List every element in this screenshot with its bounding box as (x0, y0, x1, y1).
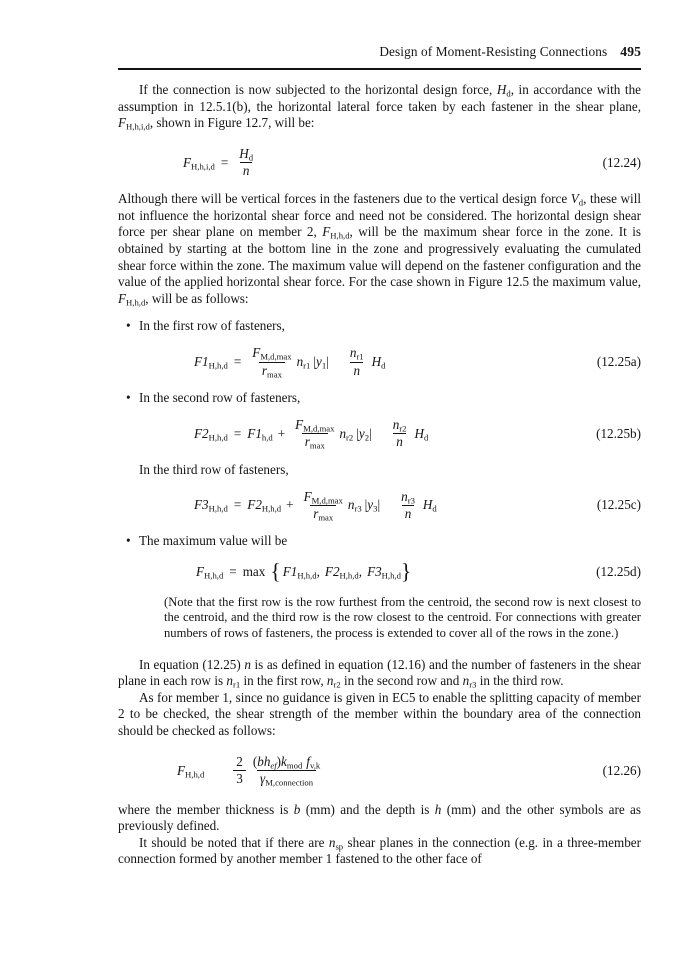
eq25a-ratio-fraction (347, 346, 367, 377)
eq25d-t3-index: 3 (375, 563, 382, 579)
eq1224-lhs-var: F (183, 154, 192, 170)
eq25a-moment-fraction (249, 346, 294, 377)
eq25b-prev-index: 1 (255, 425, 262, 441)
eq25b-tail-sub: d (423, 431, 429, 442)
eq1226-gamma-var: γ (260, 771, 266, 787)
eq25a-f1-den-sub: max (267, 368, 282, 379)
eq25b-ratio-fraction (390, 418, 410, 449)
p1-seg-c: , shown in Figure 12.7, will be: (149, 115, 315, 131)
eq25a-f2-den-var: n (353, 362, 361, 378)
eq1226-lhs-sub: H,h,d (185, 768, 205, 779)
paragraph-equation-definitions (118, 657, 641, 690)
bullet-dot-icon-3: • (126, 533, 131, 549)
eq25c-plus: + (286, 497, 294, 513)
equation-12-25d (118, 558, 641, 586)
eq25d-t2-index: 2 (332, 563, 340, 579)
paragraph-member-2-shear: As for member 1, since no guidance is given in EC5 to enable the splitting capacity of member 2 to be checked, the shear strength of the member within the boundary area of the connection should be checked as follows: (118, 689, 641, 738)
p3-seg-b: is as defined in equation (12.16) and the number of fasteners in the shear plane in each row is (118, 656, 641, 689)
eq25c-prev-sub: H,h,d (261, 503, 282, 514)
eq25c-f2-den-var: n (404, 505, 412, 521)
eq25b-y-var: y (358, 425, 365, 441)
eq25d-t3-F: F (367, 563, 376, 579)
eq25c-lhs-F: F (194, 497, 203, 513)
eq25c-prev-F: F (247, 497, 256, 513)
var-F: F (118, 115, 127, 131)
var-H: H (496, 82, 507, 97)
page-number: 495 (620, 44, 641, 59)
running-head (118, 44, 641, 60)
eq25c-f1-num-sub: M,d,max (311, 494, 343, 505)
eq25c-tail-sub: d (432, 503, 437, 514)
eq1226-denominator-3: 3 (236, 771, 243, 787)
eq25c-y-sub: 3 (373, 503, 378, 514)
eq1226-strength-fraction (250, 755, 323, 786)
eq25a-nr-sub: r1 (303, 360, 311, 371)
p3-seg-a: In equation (12.25) (139, 656, 245, 672)
list-item-first-row-label: In the first row of fasteners, (139, 318, 285, 334)
equation-number-12-25c: (12.25c) (596, 497, 641, 513)
var-h: h (434, 801, 442, 817)
eq25d-t2-sub: H,h,d (339, 570, 359, 581)
p1-seg-b: , in accordance with the assumption in 12.5.1(b), the horizontal lateral force taken by each fastener in the shear plane, (118, 82, 641, 114)
eq25c-prev-index: 2 (255, 497, 262, 513)
eq25d-equals: = (229, 563, 237, 579)
p6-seg-b: shear planes in the connection (e.g. in a three-member connection formed by another member 1 fastened to the other face of (118, 834, 641, 867)
eq25b-f2-num-sub: r2 (399, 423, 407, 434)
eq25d-t3-sub: H,h,d (381, 570, 401, 581)
eq25c-f1-num-var: F (303, 488, 312, 504)
equation-12-25c (118, 485, 641, 525)
eq25b-prev-sub: h,d (261, 431, 273, 442)
eq25c-nr-sub: r3 (354, 503, 362, 514)
list-item-third-row (118, 462, 641, 479)
p1-seg-a: If the connection is now subjected to the horizontal design force, (139, 82, 497, 97)
eq1224-fraction (236, 147, 256, 178)
p2-seg-b: , these will not influence the horizontal shear force and need not be considered. The horizontal design shear force per shear plane on member 2, (118, 191, 641, 240)
eq25b-y-sub: 2 (364, 431, 370, 442)
eq25c-abs-close: | (377, 497, 381, 513)
eq25a-abs-open: | (313, 354, 317, 370)
eq25b-moment-fraction (292, 418, 337, 449)
var-n: n (244, 656, 251, 672)
eq1226-f-var: f (306, 753, 310, 769)
eq25a-tail-sub: d (381, 360, 386, 371)
eq25c-equals: = (233, 497, 242, 513)
eq25b-f1-den-var: r (304, 434, 310, 450)
eq25b-equals: = (233, 425, 242, 441)
eq25b-abs-open: | (356, 425, 359, 441)
sub-Hhid: H,h,i,d (126, 121, 150, 132)
p5-seg-b: (mm) and the depth is (300, 801, 435, 817)
eq25a-lhs-F: F (194, 354, 203, 370)
eq25b-f1-den-sub: max (309, 440, 325, 451)
eq1224-equals: = (220, 154, 229, 170)
eq25c-lhs-index: 3 (202, 497, 209, 513)
eq25d-comma-2: , (358, 563, 363, 579)
eq25c-f2-num-sub: r3 (407, 494, 415, 505)
eq1226-gamma-sub: M,connection (265, 777, 314, 788)
eq1226-two-thirds (233, 755, 246, 786)
list-item-second-row-label: In the second row of fasteners, (139, 390, 301, 406)
eq25d-t2-F: F (324, 563, 333, 579)
eq25d-comma-1: , (316, 563, 320, 579)
var-V: V (570, 191, 579, 207)
equation-12-26 (118, 750, 641, 792)
eq25c-moment-fraction (301, 490, 346, 521)
eq25b-plus: + (277, 425, 286, 441)
p2-seg-c: , will be the maximum shear force in the zone. It is obtained by starting at the bottom line in the zone and progressively evaluating the cumulated shear force within the zone. The maximum value will depend on the fastener configuration and the value of the applied horizontal shear force. For the case shown in Figure 12.5 the maximum value, (118, 224, 642, 290)
eq25d-t1-sub: H,h,d (297, 570, 317, 581)
eq25b-nr-var: n (339, 425, 347, 441)
p5-seg-c: (mm) and the other symbols are as previously defined. (118, 801, 642, 834)
body-column (118, 82, 641, 868)
eq1226-paren-open: ( (252, 753, 258, 769)
eq25a-f1-den-var: r (261, 362, 268, 378)
eq25d-t1-index: 1 (290, 563, 298, 579)
eq25c-f1-den-var: r (313, 505, 319, 521)
eq25a-f2-num-sub: r1 (356, 351, 364, 362)
equation-12-25b (118, 414, 641, 454)
list-item-third-row-label: In the third row of fasteners, (139, 461, 289, 477)
p3-seg-d: in the second row and (340, 673, 463, 689)
paragraph-intro (118, 82, 641, 132)
eq25a-f1-num-sub: M,d,max (260, 351, 292, 362)
eq25a-tail-var: H (371, 354, 382, 370)
eq1224-num-var: H (239, 146, 249, 162)
p2-seg-d: , will be as follows: (145, 290, 249, 306)
parenthetical-note: (Note that the first row is the row furthest from the centroid, the second row is next closest to the centroid, and the third row is the row closest to the centroid. For connections with greater numbers of rows of fasteners, the process is extended to cover all of the rows in the zone.) (164, 594, 641, 640)
eq25c-f1-den-sub: max (318, 511, 334, 522)
eq25b-lhs-sub: H,h,d (208, 431, 228, 442)
eq25a-nr-var: n (296, 354, 304, 370)
eq25d-lhs-sub: H,h,d (204, 570, 224, 581)
running-head-title: Design of Moment-Resisting Connections (379, 44, 608, 59)
sub-r1: r1 (232, 679, 241, 690)
sub-r3: r3 (469, 679, 477, 690)
list-item-maximum-value-label: The maximum value will be (139, 533, 288, 549)
var-b: b (293, 801, 301, 817)
sub-sp: sp (335, 841, 344, 851)
p5-seg-a: where the member thickness is (118, 801, 294, 817)
p2-seg-a: Although there will be vertical forces in the fasteners due to the vertical design force (118, 191, 571, 207)
eq25d-t1-F: F (282, 563, 291, 579)
sub-d-2: d (578, 197, 584, 208)
header-rule (118, 68, 641, 70)
equation-number-12-25a: (12.25a) (596, 354, 641, 370)
eq25d-brace-close: } (400, 559, 412, 584)
var-nr3: n (462, 673, 470, 689)
equation-number-12-25b: (12.25b) (596, 425, 641, 441)
eq25a-f1-num-var: F (252, 345, 261, 361)
eq1226-numerator-2: 2 (236, 753, 243, 769)
sub-Hhd-2: H,h,d (126, 297, 146, 308)
var-nsp: n (328, 834, 336, 850)
eq25d-brace-open: { (270, 559, 281, 584)
eq25b-f2-num-var: n (392, 416, 400, 432)
eq25a-f2-num-var: n (349, 345, 357, 361)
eq25b-f2-den-var: n (396, 434, 403, 450)
list-item-first-row (118, 318, 641, 335)
eq1224-lhs-sub: H,h,i,d (191, 161, 215, 172)
eq1226-h-sub: ef (270, 760, 277, 771)
eq25d-max-label: max (242, 563, 266, 579)
bullet-dot-icon: • (126, 318, 131, 334)
equation-number-12-24: (12.24) (602, 154, 641, 170)
eq1226-k-sub: mod (286, 760, 303, 771)
p3-seg-e: in the third row. (476, 673, 564, 689)
equation-number-12-26: (12.26) (602, 762, 641, 778)
eq25c-lhs-sub: H,h,d (208, 503, 228, 514)
equation-number-12-25d: (12.25d) (596, 563, 641, 579)
eq25c-f2-num-var: n (401, 488, 408, 504)
paragraph-symbol-definitions (118, 802, 641, 835)
eq25a-lhs-index: 1 (202, 354, 209, 370)
p3-seg-c: in the first row, (240, 673, 327, 689)
p6-seg-a: It should be noted that if there are (139, 834, 329, 850)
equation-12-25a (118, 342, 641, 382)
paragraph-vertical-forces (118, 191, 641, 307)
bullet-dot-icon-2: • (126, 390, 131, 406)
eq25c-y-var: y (367, 497, 374, 513)
eq25c-abs-open: | (364, 497, 368, 513)
list-item-second-row (118, 390, 641, 407)
eq25b-prev-F: F (247, 425, 256, 441)
eq1226-f-sub: v,k (309, 760, 321, 771)
eq1226-k-var: k (281, 753, 287, 769)
eq1226-b-var: b (257, 753, 264, 769)
eq25d-lhs-var: F (196, 563, 205, 579)
sub-d: d (506, 88, 511, 99)
eq25a-y-sub: 1 (321, 360, 327, 371)
sub-Hhd: H,h,d (330, 230, 350, 241)
eq25a-y-var: y (316, 354, 322, 370)
eq1226-h-var: h (263, 753, 271, 769)
eq25b-f1-num-var: F (295, 416, 304, 432)
eq1226-lhs-var: F (177, 762, 186, 778)
eq25b-nr-sub: r2 (346, 431, 354, 442)
var-nr1: n (226, 673, 233, 689)
list-item-maximum-value (118, 533, 641, 550)
eq1224-num-sub: d (248, 152, 254, 163)
eq25b-tail-var: H (414, 425, 424, 441)
var-F-3: F (118, 290, 127, 306)
eq25b-lhs-index: 2 (202, 425, 209, 441)
fastener-row-list (118, 318, 641, 641)
eq25a-abs-close: | (326, 354, 329, 370)
eq1226-paren-close: ) (276, 753, 282, 769)
eq25c-nr-var: n (347, 497, 355, 513)
paragraph-shear-planes (118, 835, 641, 868)
eq25b-abs-close: | (369, 425, 372, 441)
eq25a-lhs-sub: H,h,d (208, 360, 228, 371)
eq25b-lhs-F: F (194, 425, 203, 441)
var-nr2: n (326, 673, 334, 689)
eq25c-tail-var: H (422, 497, 433, 513)
eq1224-den-var: n (242, 163, 250, 179)
eq25c-ratio-fraction (398, 490, 418, 521)
eq25b-f1-num-sub: M,d,max (303, 423, 335, 434)
sub-r2: r2 (333, 679, 341, 690)
eq25a-equals: = (233, 354, 242, 370)
equation-12-24 (118, 144, 641, 182)
var-F-2: F (322, 224, 331, 240)
